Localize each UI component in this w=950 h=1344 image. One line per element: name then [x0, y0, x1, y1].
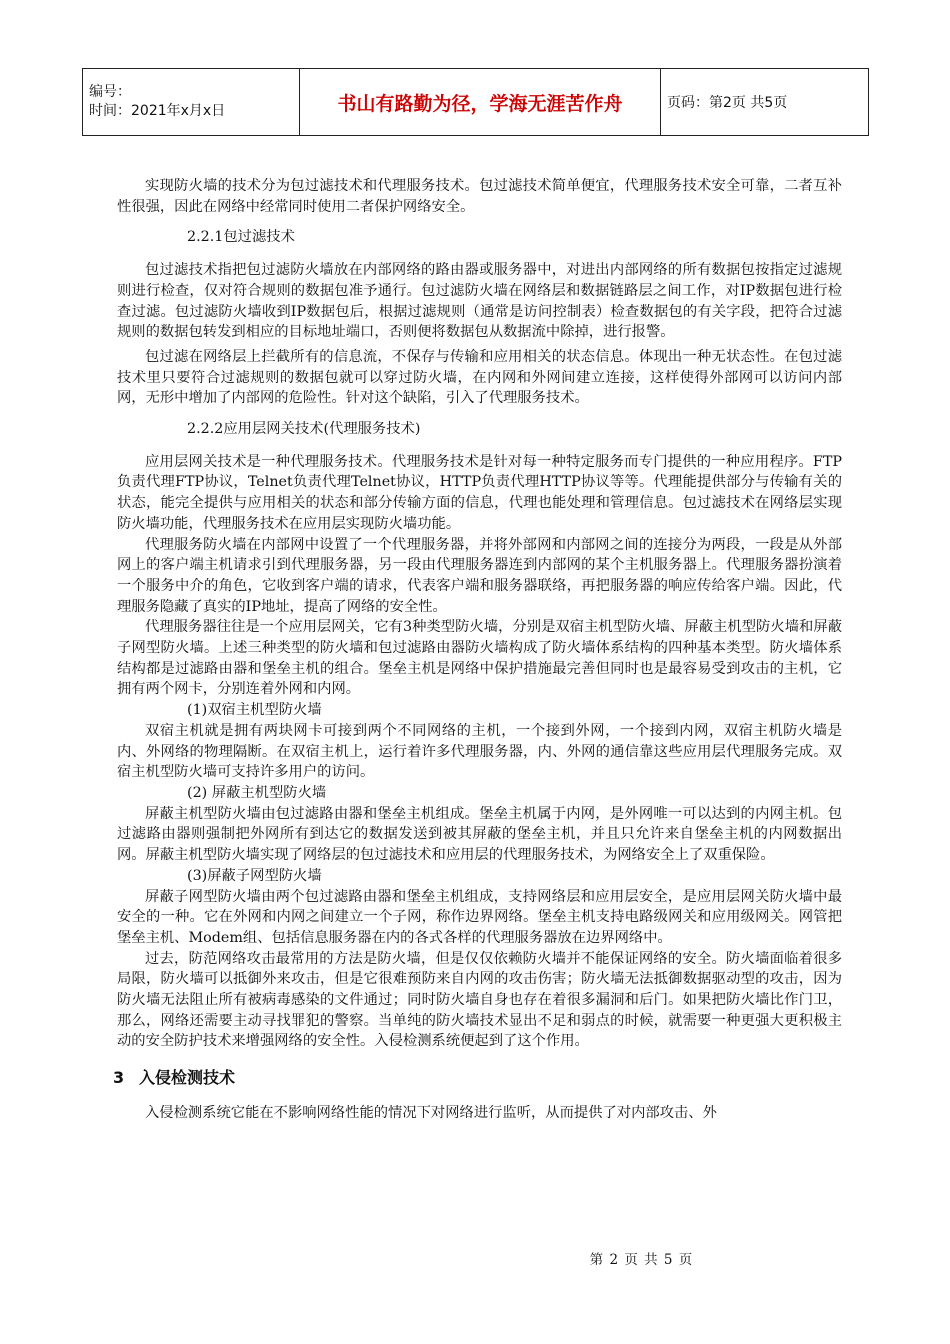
- app-gateway-paragraph-3: 代理服务器往往是一个应用层网关，它有3种类型防火墙，分别是双宿主机型防火墙、屏蔽主机型防火墙和屏蔽子网型防火墙。上述三种类型的防火墙和包过滤路由器防火墙构成了防火墙体系结构的四种基本类型。防火墙体系结构都是过滤路由器和堡垒主机的组合。堡垒主机是网络中保护措施最完善但同时也是最容易受到攻击的主机，它拥有两个网卡，分别连着外网和内网。: [117, 619, 842, 698]
- document-date: 时间：2021年x月x日: [89, 103, 226, 119]
- document-body: [113, 176, 842, 1124]
- packet-filter-paragraph-2: 包过滤在网络层上拦截所有的信息流，不保存与传输和应用相关的状态信息。体现出一种无状态性。在包过滤技术里只要符合过滤规则的数据包就可以穿过防火墙，在内网和外网间建立连接，这样使得外部网可以访问内部网，无形中增加了内部网的危险性。针对这个缺陷，引入了代理服务技术。: [117, 348, 842, 407]
- intrusion-detection-paragraph: 入侵检测系统它能在不影响网络性能的情况下对网络进行监听，从而提供了对内部攻击、外: [145, 1104, 717, 1121]
- section-2-2-2-heading: 2.2.2应用层网关技术(代理服务技术): [187, 421, 421, 438]
- app-gateway-paragraph-2: 代理服务防火墙在内部网中设置了一个代理服务器，并将外部网和内部网之间的连接分为两段，一段是从外部网上的客户端主机请求引到代理服务器，另一段由代理服务器连到内部网的某个主机服务器上。代理服务器扮演着一个服务中介的角色，它收到客户端的请求，代表客户端和服务器联络，再把服务器的响应传给客户端。因此，代理服务隐藏了真实的IP地址，提高了网络的安全性。: [117, 536, 842, 615]
- packet-filter-paragraph-1: 包过滤技术指把包过滤防火墙放在内部网络的路由器或服务器中，对进出内部网络的所有数据包按指定过滤规则进行检查，仅对符合规则的数据包准予通行。包过滤防火墙在网络层和数据链路层之间工作，对IP数据包进行检查过滤。包过滤防火墙收到IP数据包后，根据过滤规则（通常是访问控制表）检查数据包的有关字段，把符合过滤规则的数据包转发到相应的目标地址端口，否则便将数据包从数据流中除掉，进行报警。: [117, 262, 842, 341]
- section-3-number: 3: [113, 1068, 125, 1088]
- section-3-heading: [113, 1068, 842, 1089]
- page-footer: 第 2 页 共 5 页: [589, 1252, 693, 1268]
- header-motto: 书山有路勤为径，学海无涯苦作舟: [300, 69, 661, 136]
- screened-host-paragraph: 屏蔽主机型防火墙由包过滤路由器和堡垒主机组成。堡垒主机属于内网，是外网唯一可以达到的内网主机。包过滤路由器则强制把外网所有到达它的数据发送到被其屏蔽的堡垒主机，并且只允许来自堡垒主机的内网数据出网。屏蔽主机型防火墙实现了网络层的包过滤技术和应用层的代理服务技术，为网络安全上了双重保险。: [117, 805, 842, 864]
- app-gateway-paragraph-1: 应用层网关技术是一种代理服务技术。代理服务技术是针对每一种特定服务而专门提供的一种应用程序。FTP负责代理FTP协议，Telnet负责代理Telnet协议，HTTP负责代理HTTP协议等等。代理能提供部分与传输有关的状态，能完全提供与应用相关的状态和部分传输方面的信息，代理也能处理和管理信息。包过滤技术在网络层实现防火墙功能，代理服务技术在应用层实现防火墙功能。: [117, 453, 842, 532]
- intro-paragraph: 实现防火墙的技术分为包过滤技术和代理服务技术。包过滤技术简单便宜，代理服务技术安全可靠，二者互补性很强，因此在网络中经常同时使用二者保护网络安全。: [117, 178, 842, 215]
- section-2-2-1-heading: 2.2.1包过滤技术: [187, 229, 295, 246]
- header-meta: [83, 69, 300, 136]
- page-header: [82, 68, 869, 136]
- screened-subnet-paragraph: 屏蔽子网型防火墙由两个包过滤路由器和堡垒主机组成，支持网络层和应用层安全，是应用层网关防火墙中最安全的一种。它在外网和内网之间建立一个子网，称作边界网络。堡垒主机支持电路级网关和应用级网关。网管把堡垒主机、Modem组、包括信息服务器在内的各式各样的代理服务器放在边界网络中。: [117, 888, 842, 946]
- screened-host-heading: (2) 屏蔽主机型防火墙: [187, 784, 327, 801]
- closing-paragraph: 过去，防范网络攻击最常用的方法是防火墙，但是仅仅依赖防火墙并不能保证网络的安全。防火墙面临着很多局限，防火墙可以抵御外来攻击，但是它很难预防来自内网的攻击伤害；防火墙无法抵御数据驱动型的攻击，因为防火墙无法阻止所有被病毒感染的文件通过；同时防火墙自身也存在着很多漏洞和后门。如果把防火墙比作门卫，那么，网络还需要主动寻找罪犯的警察。当单纯的防火墙技术显出不足和弱点的时候，就需要一种更强大更积极主动的安全防护技术来增强网络的安全性。入侵检测系统便起到了这个作用。: [117, 950, 842, 1050]
- header-page-info: 页码：第2页 共5页: [661, 69, 869, 136]
- dual-homed-heading: (1)双宿主机型防火墙: [187, 702, 322, 719]
- screened-subnet-heading: (3)屏蔽子网型防火墙: [187, 867, 322, 884]
- document-number-label: 编号：: [89, 84, 131, 100]
- dual-homed-paragraph: 双宿主机就是拥有两块网卡可接到两个不同网络的主机，一个接到外网，一个接到内网，双宿主机防火墙是内、外网络的物理隔断。在双宿主机上，运行着许多代理服务器，内、外网的通信靠这些应用层代理服务完成。双宿主机型防火墙可支持许多用户的访问。: [117, 722, 842, 781]
- section-3-title: 入侵检测技术: [139, 1068, 236, 1088]
